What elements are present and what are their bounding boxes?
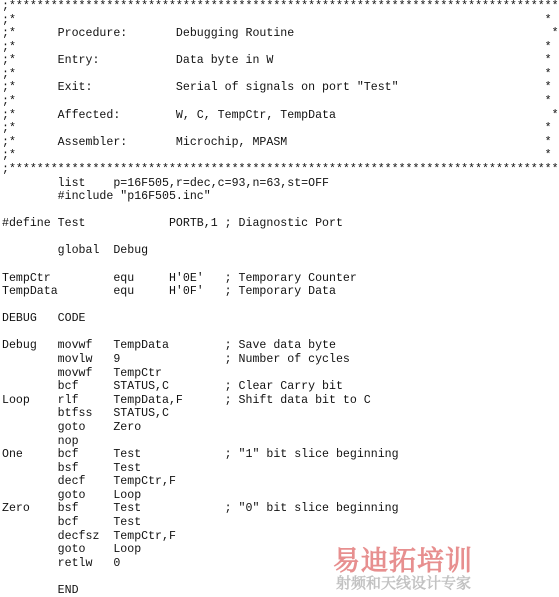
code-line: TempData equ H'0F' ; Temporary Data — [2, 285, 336, 299]
code-line: ;* Procedure: Debugging Routine * — [2, 27, 559, 41]
code-line — [2, 570, 559, 584]
code-line: ;******************************************************************************* — [2, 0, 559, 13]
code-line: bsf Test — [2, 461, 142, 475]
code-line: ;* Exit: Serial of signals on port "Test" * — [2, 81, 552, 95]
code-line: TempCtr equ H'0E' ; Temporary Counter — [2, 271, 357, 285]
code-line — [2, 326, 559, 340]
code-line: DEBUG CODE — [2, 312, 86, 326]
code-line: One bcf Test ; "1" bit slice beginning — [2, 448, 399, 462]
assembly-code-listing — [2, 0, 559, 597]
code-line: bcf STATUS,C ; Clear Carry bit — [2, 380, 343, 394]
code-line: btfss STATUS,C — [2, 407, 169, 421]
code-line: #define Test PORTB,1 ; Diagnostic Port — [2, 217, 343, 231]
code-line: ;* * — [2, 40, 552, 54]
code-line: ;* Affected: W, C, TempCtr, TempData * — [2, 108, 559, 122]
code-line: ;* * — [2, 13, 552, 27]
code-line: movlw 9 ; Number of cycles — [2, 353, 350, 367]
code-line: ;* Assembler: Microchip, MPASM * — [2, 135, 552, 149]
code-line: END — [2, 583, 79, 597]
code-line: Debug movwf TempData ; Save data byte — [2, 339, 336, 353]
code-line: ;******************************************************************************* — [2, 162, 559, 176]
code-line: goto Zero — [2, 420, 142, 434]
code-line: goto Loop — [2, 488, 142, 502]
code-line: decf TempCtr,F — [2, 475, 176, 489]
code-line: goto Loop — [2, 543, 142, 557]
code-line — [2, 231, 559, 245]
code-line — [2, 299, 559, 313]
code-line: global Debug — [2, 244, 149, 258]
watermark-subtitle: 射频和天线设计专家 — [335, 574, 471, 592]
code-line: Loop rlf TempData,F ; Shift data bit to C — [2, 393, 371, 407]
code-line: ;* * — [2, 95, 552, 109]
watermark-title: 易迪拓培训 — [333, 546, 473, 577]
code-line: movwf TempCtr — [2, 366, 163, 380]
code-line: bcf Test — [2, 515, 142, 529]
code-line: nop — [2, 434, 79, 448]
code-line: retlw 0 — [2, 556, 121, 570]
code-line: Zero bsf Test ; "0" bit slice beginning — [2, 502, 399, 516]
code-line: ;* * — [2, 122, 552, 136]
code-line: ;* Entry: Data byte in W * — [2, 54, 552, 68]
code-line — [2, 204, 559, 218]
code-line: list p=16F505,r=dec,c=93,n=63,st=OFF — [2, 176, 329, 190]
code-line: decfsz TempCtr,F — [2, 529, 176, 543]
code-line: #include "p16F505.inc" — [2, 190, 211, 204]
code-line: ;* * — [2, 67, 552, 81]
code-line — [2, 258, 559, 272]
code-line: ;* * — [2, 149, 552, 163]
